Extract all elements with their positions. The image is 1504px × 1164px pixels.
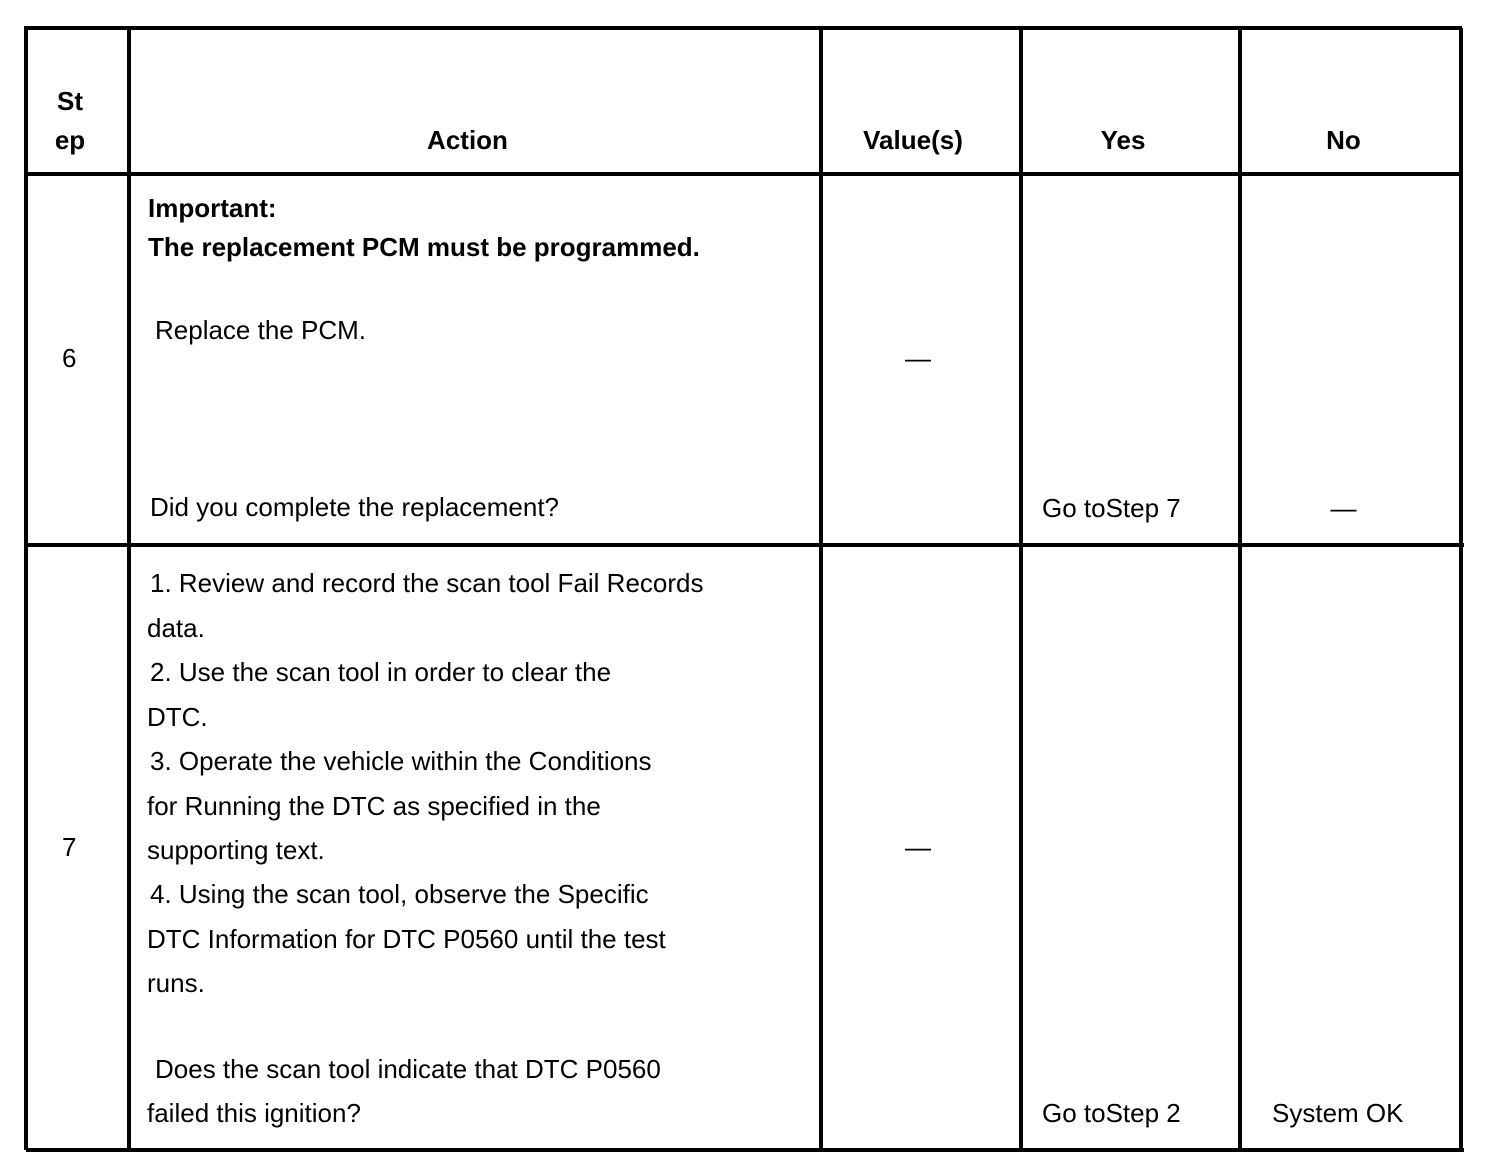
- header-step-line2: ep: [54, 125, 86, 155]
- action-line: for Running the DTC as specified in the: [147, 791, 601, 821]
- question-text: failed this ignition?: [147, 1098, 361, 1128]
- important-label: Important:: [148, 193, 277, 223]
- action-line: DTC.: [147, 702, 208, 732]
- action-line: 1. Review and record the scan tool Fail Records: [150, 568, 704, 598]
- value-cell: —: [905, 343, 931, 373]
- action-line: 2. Use the scan tool in order to clear the: [150, 657, 612, 687]
- question-text: Did you complete the replacement?: [150, 492, 560, 522]
- action-line: supporting text.: [147, 835, 325, 865]
- header-yes: Yes: [1100, 125, 1146, 155]
- header-step-line1: St: [57, 86, 83, 116]
- action-line: data.: [147, 613, 205, 643]
- header-action: Action: [427, 125, 508, 155]
- question-text: Does the scan tool indicate that DTC P0560: [155, 1054, 661, 1084]
- important-text: The replacement PCM must be programmed.: [148, 232, 700, 262]
- step-number: 6: [62, 343, 77, 373]
- no-cell: —: [1330, 493, 1357, 523]
- yes-cell: Go toStep 2: [1042, 1098, 1181, 1128]
- step-number: 7: [62, 832, 77, 862]
- action-line: 3. Operate the vehicle within the Conditions: [150, 746, 652, 776]
- instruction-text: Replace the PCM.: [155, 315, 366, 345]
- value-cell: —: [905, 832, 931, 862]
- header-no: No: [1326, 125, 1361, 155]
- action-line: runs.: [147, 968, 205, 998]
- action-line: DTC Information for DTC P0560 until the test: [147, 924, 666, 954]
- yes-cell: Go toStep 7: [1042, 493, 1181, 523]
- no-cell: System OK: [1272, 1098, 1404, 1128]
- action-line: 4. Using the scan tool, observe the Specific: [150, 879, 649, 909]
- header-values: Value(s): [863, 125, 963, 155]
